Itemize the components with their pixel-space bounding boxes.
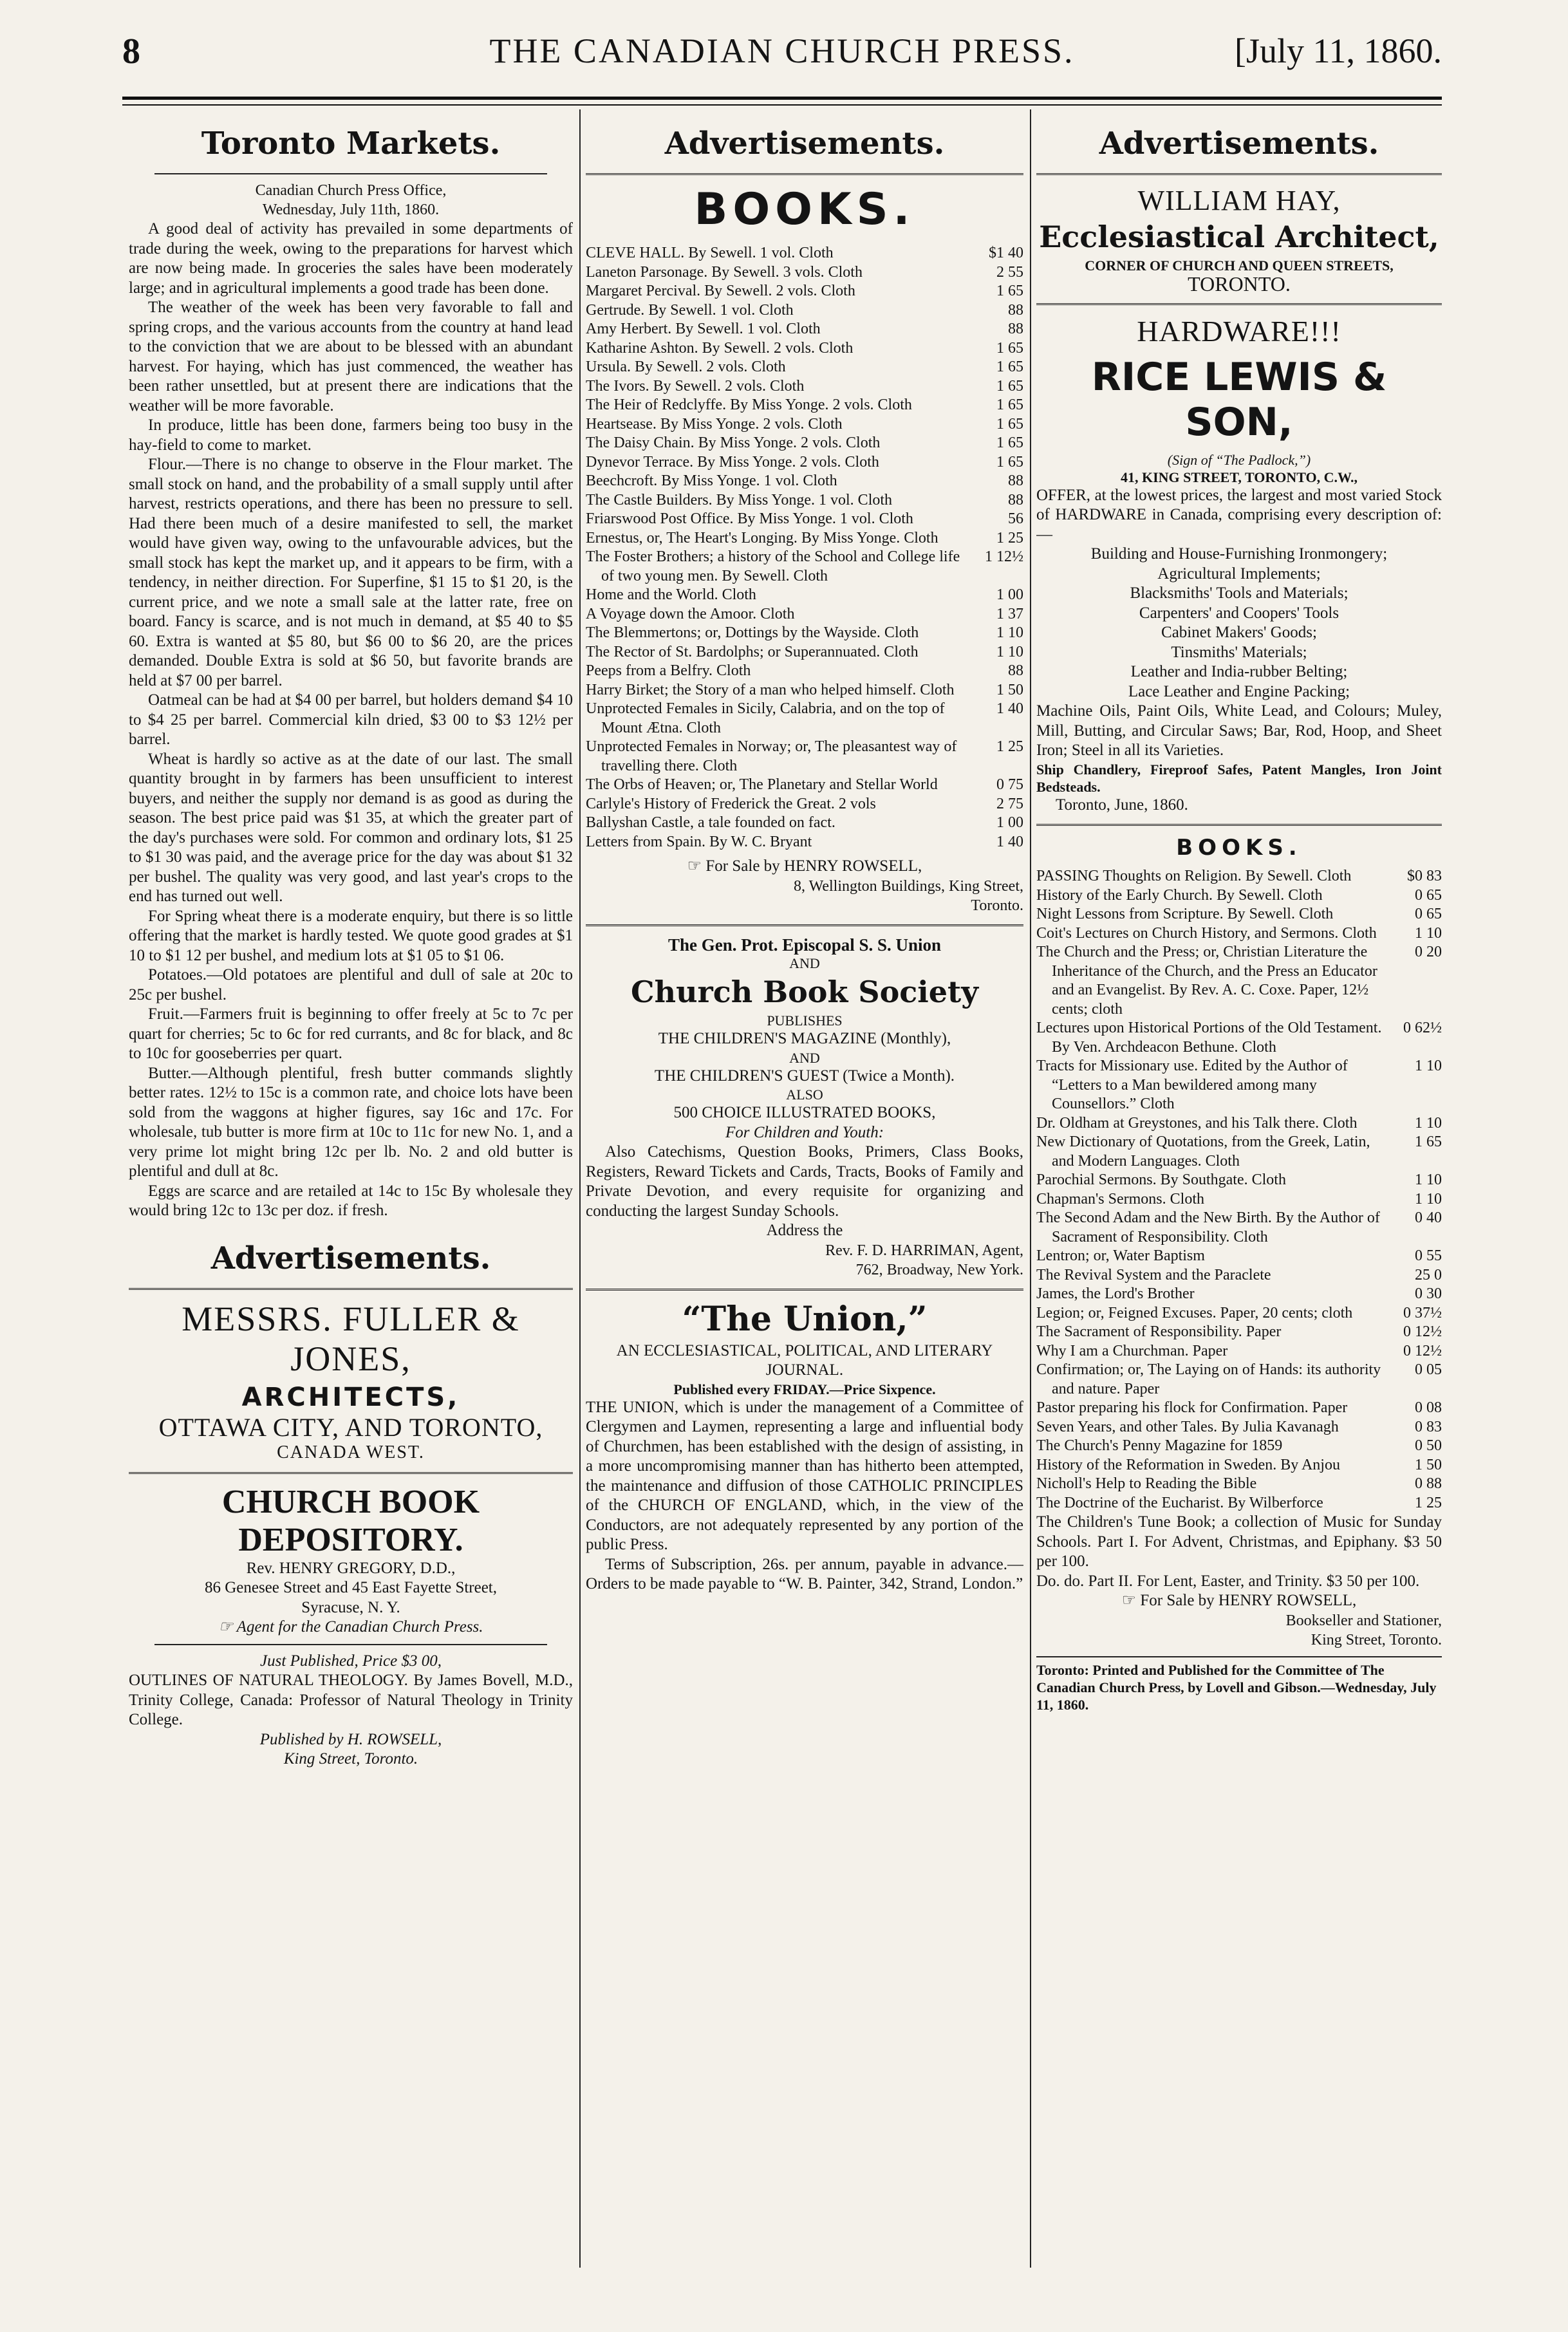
book-entry (586, 833, 1023, 852)
column-divider (1030, 109, 1031, 2268)
book-entry (586, 491, 1023, 510)
book-price: 0 40 (1415, 1209, 1442, 1226)
book-title: History of the Reformation in Sweden. By Anjou (1036, 1456, 1340, 1473)
book-entry (586, 681, 1023, 700)
book-title: CLEVE HALL. By Sewell. 1 vol. Cloth (586, 245, 834, 261)
paragraph: Potatoes.—Old potatoes are plentiful and dull of sale at 20c to 25c per bushel. (129, 966, 573, 1003)
book-price: 1 50 (996, 681, 1023, 698)
book-title: Letters from Spain. By W. C. Bryant (586, 833, 812, 850)
book-title: The Daisy Chain. By Miss Yonge. 2 vols. Cloth (586, 434, 881, 451)
ad-and: AND (789, 955, 820, 971)
book-price: 1 10 (1415, 1190, 1442, 1208)
book-entry (586, 776, 1023, 795)
book-price: 0 62½ (1403, 1020, 1442, 1036)
ad-and: AND (789, 1049, 820, 1066)
book-price: 0 37½ (1403, 1304, 1442, 1321)
book-title: Tracts for Missionary use. Edited by the Author of “Letters to a Man bewildered among many Counsellors.” Cloth (1036, 1058, 1348, 1112)
section-heading: Advertisements. (664, 126, 945, 162)
book-title: James, the Lord's Brother (1036, 1285, 1195, 1302)
paragraph: Eggs are scarce and are retailed at 14c to 15c By wholesale they would bring 12c to 13c per doz. if fresh. (129, 1182, 573, 1219)
book-price: 0 83 (1415, 1418, 1442, 1435)
page-number: 8 (122, 32, 140, 71)
book-entry (586, 814, 1023, 833)
book-list (586, 244, 1023, 852)
column-markets (129, 119, 573, 2268)
book-title: Pastor preparing his flock for Confirmation. Paper (1036, 1399, 1348, 1416)
sale-address: Bookseller and Stationer, (1285, 1612, 1442, 1629)
ad-just-published: Just Published, Price $3 00, (260, 1652, 442, 1670)
paragraph: Butter.—Although plentiful, fresh butter commands slightly better rates. 12½ to 15c is a common rate, and choice lots have been sold from the waggons at higher figures, say 16c and 17c. For wholesale, tub butter is more firm at 10c to 11c for new No. 1, and a very prime lot might bring 12c per lb. No. 2 and old butter is plentiful and dull at 8c. (129, 1064, 573, 1180)
book-price: $1 40 (989, 245, 1023, 261)
book-entry (1036, 1342, 1442, 1361)
divider (154, 173, 547, 174)
ad-union-subtitle: AN ECCLESIASTICAL, POLITICAL, AND LITERARY JOURNAL. (616, 1341, 993, 1379)
ad-address-the: Address the (766, 1222, 843, 1239)
book-title: Dr. Oldham at Greystones, and his Talk there. Cloth (1036, 1114, 1358, 1132)
book-entry (586, 434, 1023, 453)
book-title: The Revival System and the Paraclete (1036, 1266, 1271, 1283)
book-entry (1036, 867, 1442, 886)
book-title: Legion; or, Feigned Excuses. Paper, 20 cents; cloth (1036, 1304, 1353, 1321)
ad-choice-books: 500 CHOICE ILLUSTRATED BOOKS, (673, 1104, 936, 1121)
book-entry (1036, 1209, 1442, 1247)
book-entry (586, 662, 1023, 681)
book-title: The Blemmertons; or, Dottings by the Wayside. Cloth (586, 624, 919, 641)
book-entry (1036, 924, 1442, 944)
divider (586, 173, 1023, 175)
book-entry (586, 700, 1023, 738)
book-title: Friarswood Post Office. By Miss Yonge. 1 vol. Cloth (586, 510, 913, 527)
ad-hay-name: WILLIAM HAY, (1137, 185, 1341, 216)
sale-address: 8, Wellington Buildings, King Street, (794, 877, 1023, 895)
book-price: 1 40 (996, 833, 1023, 850)
book-title: Amy Herbert. By Sewell. 1 vol. Cloth (586, 321, 821, 337)
divider (1036, 173, 1442, 175)
book-entry (1036, 1456, 1442, 1475)
book-title: Dynevor Terrace. By Miss Yonge. 2 vols. Cloth (586, 453, 879, 471)
book-entry (586, 586, 1023, 605)
book-price: 1 37 (996, 605, 1023, 622)
book-entry (1036, 886, 1442, 906)
book-price: 1 65 (1415, 1133, 1442, 1150)
book-title: Laneton Parsonage. By Sewell. 3 vols. Cloth (586, 263, 863, 281)
book-title: Katharine Ashton. By Sewell. 2 vols. Cloth (586, 339, 854, 357)
book-list (1036, 867, 1442, 1513)
book-price: 56 (1008, 510, 1023, 527)
paragraph: Fruit.—Farmers fruit is beginning to offer freely at 5c to 7c per quart for cherries; 5c to 6c for red currants, and 8c for black, and 8c to 10c for gooseberries per quart. (129, 1005, 573, 1062)
hardware-item: Blacksmiths' Tools and Materials; (1130, 584, 1349, 602)
dateline: Wednesday, July 11th, 1860. (262, 201, 440, 218)
book-price: 1 65 (996, 377, 1023, 395)
ad-fuller-name: MESSRS. FULLER & JONES, (182, 1299, 520, 1378)
book-entry (1036, 1437, 1442, 1456)
book-entry (586, 358, 1023, 377)
book-title: The Second Adam and the New Birth. By the Author of Sacrament of Responsibility. Cloth (1036, 1209, 1380, 1245)
book-price: 88 (1008, 321, 1023, 337)
hardware-item: Leather and India-rubber Belting; (1130, 663, 1348, 680)
book-title: Confirmation; or, The Laying on of Hands: its authority and nature. Paper (1036, 1361, 1381, 1397)
book-entry (1036, 1361, 1442, 1399)
book-entry (1036, 1190, 1442, 1209)
book-title: Home and the World. Cloth (586, 586, 756, 603)
ad-union-line: The Gen. Prot. Episcopal S. S. Union (667, 935, 942, 955)
paragraph: In produce, little has been done, farmers being too busy in the hay-field to come to market. (129, 416, 573, 454)
book-price: 88 (1008, 491, 1023, 508)
book-entry (1036, 1418, 1442, 1437)
ad-fuller-region: CANADA WEST. (277, 1442, 425, 1462)
divider (586, 1289, 1023, 1291)
ad-rice-lewis: RICE LEWIS & SON, (1091, 354, 1387, 445)
book-entry (586, 510, 1023, 529)
ad-publisher-address: King Street, Toronto. (283, 1750, 418, 1768)
book-title: Nicholl's Help to Reading the Bible (1036, 1475, 1257, 1492)
book-title: The Sacrament of Responsibility. Paper (1036, 1323, 1282, 1340)
ad-offer: OFFER, at the lowest prices, the largest and most varied Stock of HARDWARE in Canada, comprising every description of:— (1036, 486, 1442, 543)
book-price: 0 12½ (1403, 1342, 1442, 1359)
book-entry (586, 263, 1023, 283)
book-entry (1036, 1114, 1442, 1133)
book-price: 1 10 (996, 624, 1023, 641)
paragraph: Flour.—There is no change to observe in the Flour market. The small stock on hand, and the probability of a small supply until after harvest, restricts operations, and there has been no pressure to sell. Had there been much of a desire manifested to sell, the market would have given way, owing to the unfavourable advices, but the small stock has kept the market up, and it appears to be firm, with a tendency, in neither direction. For Superfine, $1 15 to $1 20, is the current price, and we note a small sale at the latter rate, free on board. Fancy is scarce, and is not much in demand, at $5 40 to $5 60. Extra is wanted at $5 80, but $6 00 to $6 20, are the prices demanded. Double Extra is sold at $6 50, but favorite brands are held at $7 00 per barrel. (129, 456, 573, 689)
book-entry (586, 548, 1023, 586)
paragraph: Wheat is hardly so active as at the date of our last. The small quantity brought in by farmers has been unsufficient to interest buyers, and neither the supply nor demand is as good as during the season. The best price paid was $1 35, at which the greater part of the day's purchases were sold. For common and ordinary lots, $1 25 to $1 30 was paid, and the average price for the day was about $1 32 per bushel. The quality was very good, and last year's crops to the end has turned out well. (129, 750, 573, 905)
book-price: 1 65 (996, 396, 1023, 413)
hardware-item: Building and House-Furnishing Ironmongery; (1090, 545, 1388, 563)
book-title: Night Lessons from Scripture. By Sewell. Cloth (1036, 906, 1334, 922)
book-price: 0 12½ (1403, 1323, 1442, 1340)
book-price: 0 65 (1415, 906, 1442, 922)
ad-publishes: PUBLISHES (767, 1012, 843, 1029)
divider (586, 924, 1023, 926)
hardware-item: Tinsmiths' Materials; (1171, 643, 1307, 661)
sale-city: King Street, Toronto. (1311, 1631, 1442, 1648)
ad-depository-title: CHURCH BOOK DEPOSITORY. (221, 1483, 480, 1558)
ad-published-by: Published by H. ROWSELL, (259, 1730, 442, 1748)
book-title: The Castle Builders. By Miss Yonge. 1 vol. Cloth (586, 491, 893, 508)
book-entry (1036, 905, 1442, 924)
book-title: Coit's Lectures on Church History, and Sermons. Cloth (1036, 924, 1377, 942)
book-entry (586, 795, 1023, 814)
paragraph: A good deal of activity has prevailed in some departments of trade during the week, owing to the preparations for harvest which are now being made. In groceries the sales have been moderately large; and in agricultural implements a good trade has been done. (129, 220, 573, 297)
book-title: Carlyle's History of Frederick the Great. 2 vols (586, 795, 876, 812)
book-price: 0 20 (1415, 944, 1442, 960)
book-price: 88 (1008, 472, 1023, 489)
column-advertisements-books (586, 119, 1023, 2268)
book-price: 1 25 (1415, 1494, 1442, 1511)
book-price: 2 55 (996, 263, 1023, 281)
book-price: 1 10 (1415, 1058, 1442, 1074)
divider (129, 1472, 573, 1474)
book-price: 1 65 (996, 434, 1023, 451)
book-price: 1 10 (1415, 1114, 1442, 1132)
book-title: Why I am a Churchman. Paper (1036, 1342, 1228, 1359)
book-title: The Foster Brothers; a history of the School and College life of two young men. By Sewell. Cloth (586, 548, 960, 584)
ad-depository-address: 86 Genesee Street and 45 East Fayette Street, (204, 1579, 498, 1596)
hardware-item: Agricultural Implements; (1157, 564, 1321, 583)
book-title: Seven Years, and other Tales. By Julia Kavanagh (1036, 1418, 1339, 1435)
book-title: PASSING Thoughts on Religion. By Sewell. Cloth (1036, 868, 1352, 884)
book-entry (586, 320, 1023, 339)
book-title: Ernestus, or, The Heart's Longing. By Miss Yonge. Cloth (586, 529, 938, 546)
book-entry (1036, 1475, 1442, 1494)
book-entry (586, 643, 1023, 662)
ad-tune-book: The Children's Tune Book; a collection of Music for Sunday Schools. Part I. For Advent, Christmas, and Epiphany. $3 50 per 100. (1036, 1513, 1442, 1570)
ad-published-friday: Published every FRIDAY.—Price Sixpence. (673, 1381, 936, 1397)
book-entry (586, 244, 1023, 263)
book-price: 0 50 (1415, 1437, 1442, 1454)
book-entry (586, 605, 1023, 624)
book-title: Parochial Sermons. By Southgate. Cloth (1036, 1171, 1286, 1188)
book-entry (1036, 943, 1442, 1019)
ad-society-title: Church Book Society (631, 975, 978, 1009)
book-price: 1 12½ (985, 548, 1023, 565)
ad-sign: (Sign of “The Padlock,”) (1167, 451, 1311, 468)
book-title: Peeps from a Belfry. Cloth (586, 662, 751, 679)
book-price: 1 25 (996, 529, 1023, 546)
paragraph: The weather of the week has been very favorable to fall and spring crops, and the various accounts from the country at hand lead to the conviction that we are about to be blessed with an abundant harvest. For haying, which has just commenced, the weather has been rather unsettled, but at present there are indications that the weather will be more favorable. (129, 299, 573, 415)
paragraph: Oatmeal can be had at $4 00 per barrel, but holders demand $4 10 to $4 25 per barrel. Commercial kiln dried, $3 00 to $3 12½ per barrel. (129, 691, 573, 748)
book-entry (1036, 1285, 1442, 1304)
book-price: 1 65 (996, 283, 1023, 299)
ad-hardware-title: HARDWARE!!! (1137, 314, 1341, 348)
dateline: Canadian Church Press Office, (255, 182, 447, 199)
column-divider (579, 109, 581, 2268)
book-title: Beechcroft. By Miss Yonge. 1 vol. Cloth (586, 472, 837, 489)
book-entry (586, 377, 1023, 396)
book-price: 88 (1008, 662, 1023, 679)
book-entry (586, 301, 1023, 321)
book-entry (1036, 1133, 1442, 1171)
books-title: BOOKS. (694, 184, 915, 235)
book-entry (1036, 1323, 1442, 1342)
book-price: 0 30 (1415, 1285, 1442, 1302)
ad-union-title: “The Union,” (682, 1299, 928, 1339)
section-heading: Advertisements. (1099, 126, 1379, 162)
divider (1036, 303, 1442, 305)
header-rule-thin (122, 104, 1442, 106)
ad-union-terms: Terms of Subscription, 26s. per annum, payable in advance.—Orders to be made payable to “W. B. Painter, 342, Strand, London.” (586, 1555, 1023, 1592)
book-entry (586, 339, 1023, 359)
book-price: 0 05 (1415, 1361, 1442, 1378)
book-entry (586, 396, 1023, 415)
book-entry (586, 415, 1023, 434)
ad-depository-city: Syracuse, N. Y. (301, 1598, 400, 1616)
books-title: BOOKS. (1176, 835, 1302, 861)
book-title: Unprotected Females in Norway; or, The pleasantest way of travelling there. Cloth (586, 738, 957, 774)
ad-tune-book-part2: Do. do. Part II. For Lent, Easter, and Trinity. $3 50 per 100. (1036, 1572, 1420, 1590)
divider (1036, 824, 1442, 826)
section-heading: Advertisements. (210, 1240, 491, 1276)
book-title: Harry Birket; the Story of a man who helped himself. Cloth (586, 681, 955, 698)
masthead-title: THE CANADIAN CHURCH PRESS. (489, 32, 1075, 70)
book-price: 1 10 (1415, 1171, 1442, 1188)
book-price: 1 40 (996, 700, 1023, 717)
book-price: 1 10 (1415, 924, 1442, 942)
book-title: Heartsease. By Miss Yonge. 2 vols. Cloth (586, 415, 843, 433)
book-price: 1 65 (996, 359, 1023, 375)
book-title: Gertrude. By Sewell. 1 vol. Cloth (586, 301, 794, 319)
book-price: 1 65 (996, 453, 1023, 471)
book-entry (1036, 1399, 1442, 1418)
book-title: The Church and the Press; or, Christian Literature the Inheritance of the Church, and the Press an Educator and an Evangelist. By Rev. A. C. Coxe. Paper, 12½ cents; cloth (1036, 944, 1377, 1018)
book-price: 1 65 (996, 415, 1023, 433)
sale-city: Toronto. (971, 897, 1023, 914)
ad-ship: Ship Chandlery, Fireproof Safes, Patent Mangles, Iron Joint Bedsteads. (1036, 761, 1442, 795)
printer-footnote: Toronto: Printed and Published for the Committee of The Canadian Church Press, by Lovell and Gibson.—Wednesday, July 11, 1860. (1036, 1656, 1442, 1713)
ad-outlines: OUTLINES OF NATURAL THEOLOGY. By James Bovell, M.D., Trinity College, Canada: Professor of Natural Theology in Trinity College. (129, 1672, 573, 1728)
book-price: 0 65 (1415, 886, 1442, 904)
book-price: $0 83 (1407, 868, 1442, 884)
column-advertisements-hardware (1036, 119, 1442, 2268)
book-price: 1 50 (1415, 1456, 1442, 1473)
ad-depository-rev: Rev. HENRY GREGORY, D.D., (246, 1559, 456, 1577)
ad-hay-profession: Ecclesiastical Architect, (1039, 219, 1439, 254)
book-title: The Heir of Redclyffe. By Miss Yonge. 2 vols. Cloth (586, 396, 912, 413)
ad-fuller-location: OTTAWA CITY, AND TORONTO, (158, 1412, 543, 1442)
book-title: The Doctrine of the Eucharist. By Wilberforce (1036, 1494, 1323, 1511)
book-title: New Dictionary of Quotations, from the Greek, Latin, and Modern Languages. Cloth (1036, 1133, 1370, 1170)
book-title: Unprotected Females in Sicily, Calabria, and on the top of Mount Ætna. Cloth (586, 700, 945, 736)
hardware-item: Carpenters' and Coopers' Tools (1139, 604, 1339, 622)
book-entry (1036, 1171, 1442, 1190)
ad-agent: Rev. F. D. HARRIMAN, Agent, (825, 1242, 1023, 1259)
book-price: 1 65 (996, 339, 1023, 357)
book-price: 0 55 (1415, 1247, 1442, 1264)
book-entry (1036, 1266, 1442, 1285)
ad-guest: THE CHILDREN'S GUEST (Twice a Month). (654, 1067, 955, 1085)
book-entry (586, 624, 1023, 643)
header-rule (122, 97, 1442, 100)
ad-also: ALSO (786, 1087, 823, 1103)
book-title: The Ivors. By Sewell. 2 vols. Cloth (586, 377, 805, 395)
book-price: 1 10 (996, 643, 1023, 660)
ad-date: Toronto, June, 1860. (1056, 796, 1188, 814)
book-title: Lectures upon Historical Portions of the Old Testament. By Ven. Archdeacon Bethune. Cloth (1036, 1020, 1382, 1056)
section-heading: Toronto Markets. (201, 126, 501, 162)
ad-magazine: THE CHILDREN'S MAGAZINE (Monthly), (658, 1030, 951, 1047)
book-price: 88 (1008, 301, 1023, 319)
paragraph: For Spring wheat there is a moderate enquiry, but there is so little offering that the market is hardly tested. We quote good grades at $1 10 to $1 12 per bushel, and medium lots at $1 05 to $1 06. (129, 907, 573, 964)
sale-notice: ☞ For Sale by HENRY ROWSELL, (1121, 1592, 1357, 1609)
book-title: The Church's Penny Magazine for 1859 (1036, 1437, 1283, 1454)
ad-for-children: For Children and Youth: (725, 1123, 884, 1141)
book-price: 0 08 (1415, 1399, 1442, 1416)
ad-king-street: 41, KING STREET, TORONTO, C.W., (1121, 469, 1358, 485)
divider (154, 1644, 547, 1645)
book-entry (586, 472, 1023, 491)
book-price: 1 00 (996, 586, 1023, 603)
issue-date: [July 11, 1860. (1235, 32, 1442, 70)
book-title: The Orbs of Heaven; or, The Planetary and Stellar World (586, 776, 938, 793)
book-price: 0 75 (996, 776, 1023, 793)
ad-agent-address: 762, Broadway, New York. (855, 1261, 1023, 1278)
book-entry (586, 529, 1023, 548)
ad-fuller-profession: ARCHITECTS, (241, 1382, 460, 1412)
book-entry (586, 453, 1023, 472)
ad-hay-corner: CORNER OF CHURCH AND QUEEN STREETS, (1085, 257, 1394, 274)
book-title: A Voyage down the Amoor. Cloth (586, 605, 795, 622)
book-title: Ursula. By Sewell. 2 vols. Cloth (586, 359, 786, 375)
ad-depository-agent: ☞ Agent for the Canadian Church Press. (218, 1618, 483, 1636)
book-title: Margaret Percival. By Sewell. 2 vols. Cloth (586, 283, 855, 299)
sale-notice: ☞ For Sale by HENRY ROWSELL, (687, 857, 922, 875)
book-price: 25 0 (1415, 1266, 1442, 1283)
book-price: 1 00 (996, 814, 1023, 831)
book-price: 1 25 (996, 738, 1023, 755)
ad-also-description: Also Catechisms, Question Books, Primers, Class Books, Registers, Reward Tickets and Cards, Tracts, Books of Family and Private Devotion, and every requisite for organizing and conducting the largest Sunday Schools. (586, 1143, 1023, 1220)
book-entry (1036, 1057, 1442, 1114)
book-entry (1036, 1304, 1442, 1323)
ad-hay-city: TORONTO. (1188, 272, 1291, 295)
book-entry (586, 738, 1023, 776)
book-title: The Rector of St. Bardolphs; or Superannuated. Cloth (586, 643, 919, 660)
book-entry (1036, 1247, 1442, 1266)
divider (129, 1288, 573, 1290)
book-entry (1036, 1494, 1442, 1513)
book-title: Lentron; or, Water Baptism (1036, 1247, 1205, 1264)
book-price: 0 88 (1415, 1475, 1442, 1492)
hardware-item: Cabinet Makers' Goods; (1161, 624, 1317, 641)
book-title: History of the Early Church. By Sewell. Cloth (1036, 886, 1323, 904)
ad-union-description: THE UNION, which is under the management of a Committee of Clergymen and Laymen, representing a large and influential body of Churchmen, has been established with the design of assisting, in a more uncompromising manner than has hitherto been attempted, the maintenance and diffusion of those CATHOLIC PRINCIPLES of the CHURCH OF ENGLAND, which, in the view of the Conductors, are not adequately represented by any portion of the public Press. (586, 1398, 1023, 1553)
hardware-list (1036, 545, 1442, 702)
book-entry (1036, 1019, 1442, 1057)
book-title: Chapman's Sermons. Cloth (1036, 1190, 1204, 1208)
book-title: Ballyshan Castle, a tale founded on fact. (586, 814, 835, 831)
book-price: 2 75 (996, 795, 1023, 812)
hardware-item: Lace Leather and Engine Packing; (1128, 682, 1350, 700)
book-entry (586, 282, 1023, 301)
ad-machine: Machine Oils, Paint Oils, White Lead, and Colours; Muley, Mill, Butting, and Circular Saws; Bar, Rod, Hoop, and Sheet Iron; Steel in all its Varieties. (1036, 702, 1442, 759)
page-header (122, 31, 1442, 89)
